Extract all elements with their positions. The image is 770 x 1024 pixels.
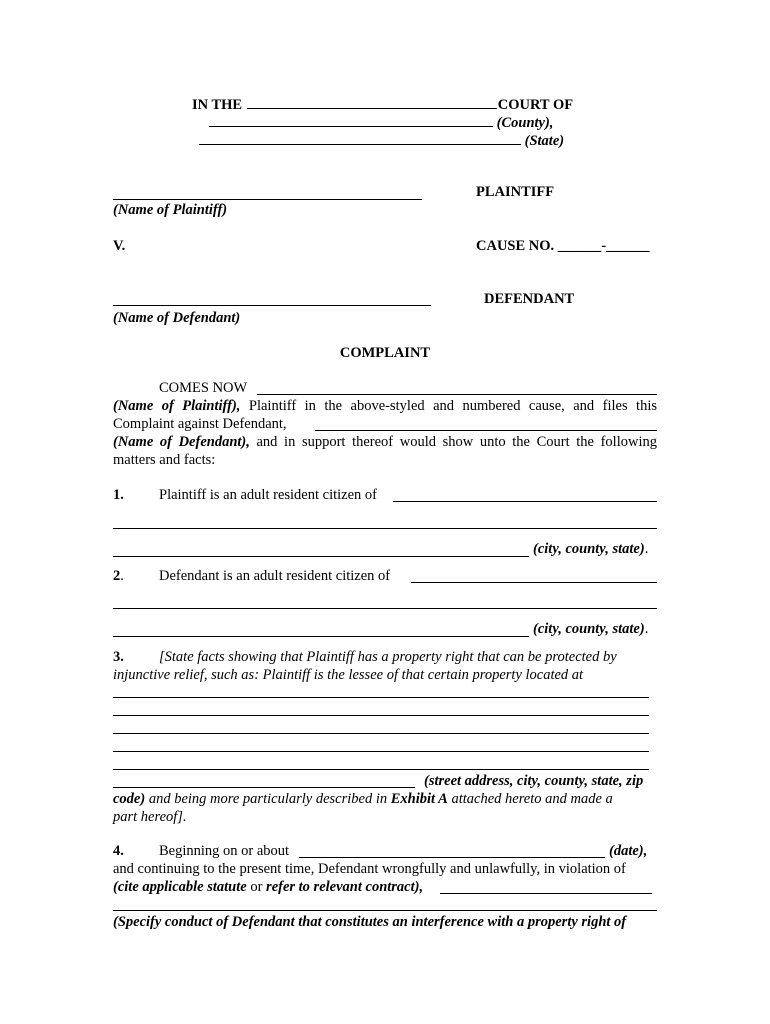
county-label: (County),	[496, 115, 554, 131]
para3-line-b	[113, 791, 613, 808]
para1-blank-1[interactable]	[393, 501, 657, 502]
para3-address-suffix: (street address, city, county, state, zip	[424, 773, 644, 789]
para2-number: 2.	[113, 568, 124, 584]
name-of-defendant-caption: (Name of Defendant)	[113, 310, 241, 326]
para4-beginning: Beginning on or about	[159, 843, 290, 859]
para3-blank-4[interactable]	[113, 751, 649, 752]
comes-now-line	[159, 380, 247, 397]
para2-text: Defendant is an adult resident citizen of	[159, 568, 391, 584]
para4-or: or	[250, 879, 263, 895]
para4-blank-1[interactable]	[440, 893, 652, 894]
para2-blank-3[interactable]	[113, 636, 529, 637]
para3-number: 3.	[113, 649, 124, 665]
para1-suffix-line: (city, county, state).	[533, 541, 649, 557]
para3-line-b-end: attached hereto and made a	[451, 791, 613, 807]
intro-defendant-name: (Name of Defendant),	[113, 434, 250, 450]
para1-number: 1.	[113, 487, 124, 503]
para1-suffix: (city, county, state)	[533, 541, 645, 557]
para4-date-blank[interactable]	[299, 857, 605, 858]
intro-line-2	[113, 398, 657, 415]
para4-line-3	[113, 879, 423, 896]
para2-blank-1[interactable]	[411, 582, 657, 583]
court-heading	[192, 95, 573, 114]
para1-text: Plaintiff is an adult resident citizen of	[159, 487, 377, 503]
para3-code: code)	[113, 791, 146, 807]
defendant-label: DEFENDANT	[484, 291, 575, 307]
state-blank[interactable]	[199, 131, 521, 145]
plaintiff-label: PLAINTIFF	[476, 184, 555, 200]
comes-now-text: COMES NOW	[159, 380, 248, 396]
intro-line-4	[113, 434, 657, 451]
document-title: COMPLAINT	[339, 345, 431, 361]
county-line	[209, 113, 553, 132]
defendant-name-blank[interactable]	[113, 305, 431, 306]
para3-line-1: [State facts showing that Plaintiff has a property right that can be protected by	[159, 649, 617, 665]
para3-line-c: part hereof].	[113, 809, 187, 825]
para4-specify: (Specify conduct of Defendant that constitutes an interference with a property right of	[113, 914, 627, 930]
para3-blank-3[interactable]	[113, 733, 649, 734]
plaintiff-name-blank[interactable]	[113, 199, 422, 200]
para2-suffix-line: (city, county, state).	[533, 621, 649, 637]
in-the-label: IN THE	[192, 97, 243, 113]
intro-plaintiff-name: (Name of Plaintiff),	[113, 398, 241, 414]
name-of-plaintiff-caption: (Name of Plaintiff)	[113, 202, 228, 218]
intro-line-3: Complaint against Defendant,	[113, 416, 287, 432]
para2-suffix: (city, county, state)	[533, 621, 645, 637]
para4-number: 4.	[113, 843, 124, 859]
para3-blank-5[interactable]	[113, 769, 649, 770]
intro-line-4-text: and in support thereof would show unto the Court the following	[256, 434, 657, 450]
defendant-intro-blank[interactable]	[315, 430, 657, 431]
court-name-blank[interactable]	[247, 95, 497, 109]
para3-line-b-mid: and being more particularly described in	[148, 791, 388, 807]
para4-line-2: and continuing to the present time, Defendant wrongfully and unlawfully, in violation of	[113, 861, 626, 877]
para1-blank-2[interactable]	[113, 528, 657, 529]
para3-blank-1[interactable]	[113, 697, 649, 698]
para4-refer: refer to relevant contract),	[266, 879, 424, 895]
exhibit-a-ref: Exhibit A	[390, 791, 448, 807]
state-line	[199, 131, 564, 150]
state-label: (State)	[524, 133, 565, 149]
para4-blank-2[interactable]	[113, 910, 657, 911]
para3-blank-6[interactable]	[113, 787, 415, 788]
cause-number: CAUSE NO. ______-______	[476, 238, 650, 254]
para2-number-text: 2	[113, 568, 121, 584]
para4-date-label: (date),	[609, 843, 648, 859]
para3-blank-2[interactable]	[113, 715, 649, 716]
intro-line-2-text: Plaintiff in the above-styled and numbered cause, and files this	[248, 398, 658, 414]
comes-now-blank[interactable]	[257, 394, 657, 395]
para1-blank-3[interactable]	[113, 556, 529, 557]
intro-line-5: matters and facts:	[113, 452, 216, 468]
versus-label: V.	[113, 238, 126, 254]
court-of-label: COURT OF	[497, 97, 574, 113]
para2-blank-2[interactable]	[113, 608, 657, 609]
county-blank[interactable]	[209, 113, 493, 127]
para3-line-2: injunctive relief, such as: Plaintiff is the lessee of that certain property located at	[113, 667, 584, 683]
para4-cite: (cite applicable statute	[113, 879, 247, 895]
